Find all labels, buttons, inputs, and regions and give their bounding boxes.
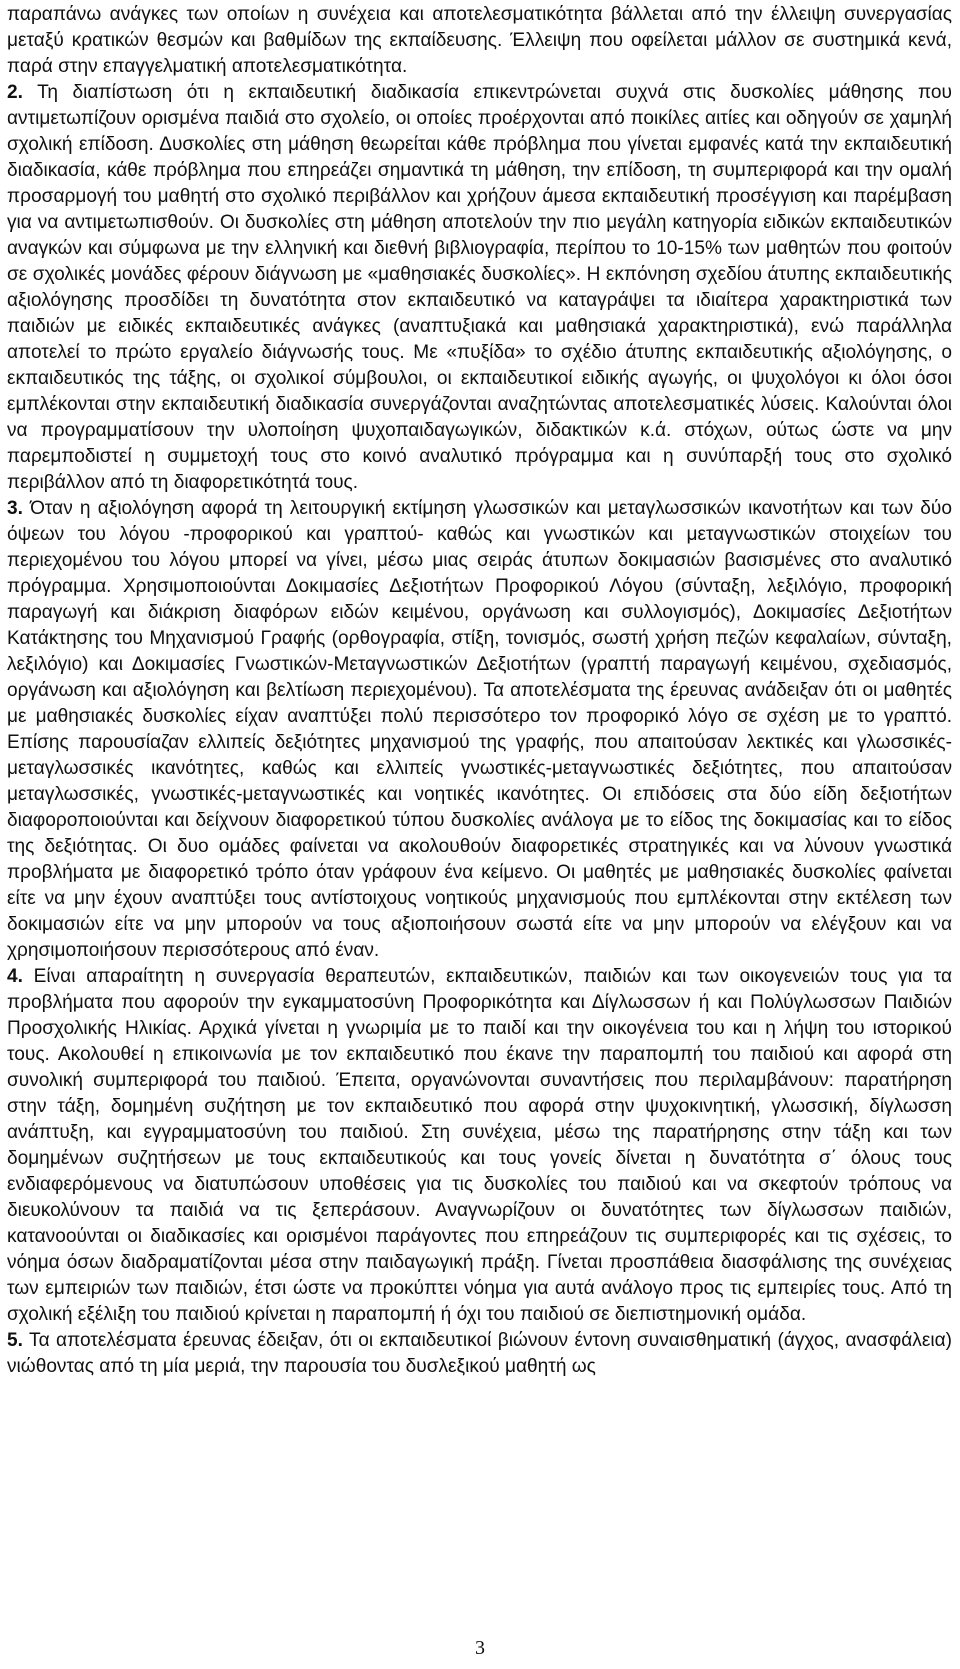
paragraph-number: 2. bbox=[7, 82, 23, 103]
paragraph-text: παραπάνω ανάγκες των οποίων η συνέχεια και αποτελεσματικότητα βάλλεται από την έλλειψη συνεργασίας μεταξύ κρατικών θεσμών και βαθμίδων της εκπαίδευσης. Έλλειψη που οφείλεται μάλλον σε συστημικά κενά, παρά στην επαγγελματική αποτελεσματικότητα. bbox=[7, 4, 952, 77]
paragraph-text: Είναι απαραίτητη η συνεργασία θεραπευτών, εκπαιδευτικών, παιδιών και των οικογενειών τους για τα προβλήματα που αφορούν την εγκαμματοσύνη Προφορικότητα και Δίγλωσσων ή και Πολύγλωσσων Παιδιών Προσχολικής Ηλικίας. Αρχικά γίνεται η γνωριμία με το παιδί και την οικογένεια του και η λήψη του ιστορικού τους. Ακολουθεί η επικοινωνία με τον εκπαιδευτικό που έκανε την παραπομπή του παιδιού και αφορά στη συνολική συμπεριφορά του παιδιού. Έπειτα, οργανώνονται συναντήσεις που περιλαμβάνουν: παρατήρηση στην τάξη, δομημένη συζήτηση με τον εκπαιδευτικό που αφορά στην ψυχοκινητική, γλωσσική, δίγλωσση ανάπτυξη, και εγγραμματοσύνη του παιδιού. Στη συνέχεια, μέσω της παρατήρησης στην τάξη και των δομημένων συζητήσεων με τους εκπαιδευτικούς και τους γονείς δίνεται η δυνατότητα σ΄ όλους τους ενδιαφερόμενους να διατυπώσουν υποθέσεις για τις δυσκολίες του παιδιού και να σκεφτούν τρόπους να διευκολύνουν τα παιδιά να τις ξεπεράσουν. Αναγνωρίζουν οι δυνατότητες των δίγλωσσων παιδιών, κατανοούνται οι διαδικασίες και ορισμένοι παράγοντες που επηρεάζουν τις συμπεριφορές και τις σχέσεις, το νόημα όσων διαδραματίζονται μέσα στην παιδαγωγική πράξη. Γίνεται προσπάθεια διασφάλισης της συνέχειας των εμπειριών των παιδιών, έτσι ώστε να προκύπτει νόημα για αυτά ανάλογο προς τις εμπειρίες τους. Από τη σχολική εξέλιξη του παιδιού κρίνεται η παραπομπή ή όχι του παιδιού σε διεπιστημονική ομάδα. bbox=[7, 966, 952, 1325]
document-body bbox=[7, 2, 952, 1380]
paragraph-continuation bbox=[7, 2, 952, 80]
paragraph-text: Τη διαπίστωση ότι η εκπαιδευτική διαδικασία επικεντρώνεται συχνά στις δυσκολίες μάθησης που αντιμετωπίζουν ορισμένα παιδιά στο σχολείο, οι οποίες προέρχονται από ποικίλες αιτίες και οδηγούν σε χαμηλή σχολική επίδοση. Δυσκολίες στη μάθηση θεωρείται κάθε πρόβλημα που γίνεται εμφανές κατά την εκπαιδευτική διαδικασία, κάθε πρόβλημα που επηρεάζει σημαντικά τη μάθηση, την επίδοση, τη συμπεριφορά και την ομαλή προσαρμογή του μαθητή στο σχολικό περιβάλλον και χρήζουν άμεσα εκπαιδευτική προσέγγιση και παρέμβαση για να αντιμετωπισθούν. Οι δυσκολίες στη μάθηση αποτελούν την πιο μεγάλη κατηγορία ειδικών εκπαιδευτικών αναγκών και σύμφωνα με την ελληνική και διεθνή βιβλιογραφία, περίπου το 10-15% των μαθητών που φοιτούν σε σχολικές μονάδες φέρουν διάγνωση με «μαθησιακές δυσκολίες». Η εκπόνηση σχεδίου άτυπης εκπαιδευτικής αξιολόγησης προσδίδει τη δυνατότητα στον εκπαιδευτικό να καταγράψει τα ιδιαίτερα χαρακτηριστικά των παιδιών με ειδικές εκπαιδευτικές ανάγκες (αναπτυξιακά και μαθησιακά χαρακτηριστικά), ενώ παράλληλα αποτελεί το πρώτο εργαλείο διάγνωσής τους. Με «πυξίδα» το σχέδιο άτυπης εκπαιδευτικής αξιολόγησης, ο εκπαιδευτικός της τάξης, οι σχολικοί σύμβουλοι, οι εκπαιδευτικοί ειδικής αγωγής, οι ψυχολόγοι κι όλοι όσοι εμπλέκονται στην εκπαιδευτική διαδικασία συνεργάζονται αναζητώντας αποτελεσματικές λύσεις. Καλούνται όλοι να προγραμματίσουν την υλοποίηση ψυχοπαιδαγωγικών, διδακτικών κ.ά. στόχων, ούτως ώστε να μην παρεμποδιστεί η συμμετοχή τους στο κοινό αναλυτικό πρόγραμμα και η συνύπαρξή τους στο σχολικό περιβάλλον από τη διαφορετικότητά τους. bbox=[7, 82, 952, 493]
paragraph-number: 3. bbox=[7, 498, 23, 519]
paragraph-5 bbox=[7, 1328, 952, 1380]
paragraph-2 bbox=[7, 80, 952, 496]
page-number: 3 bbox=[475, 1637, 485, 1659]
paragraph-number: 4. bbox=[7, 966, 23, 987]
paragraph-text: Τα αποτελέσματα έρευνας έδειξαν, ότι οι εκπαιδευτικοί βιώνουν έντονη συναισθηματική (άγχος, ανασφάλεια) νιώθοντας από τη μία μεριά, την παρουσία του δυσλεξικού μαθητή ως bbox=[7, 1330, 952, 1377]
paragraph-3 bbox=[7, 496, 952, 964]
paragraph-number: 5. bbox=[7, 1330, 23, 1351]
paragraph-4 bbox=[7, 964, 952, 1328]
paragraph-text: Όταν η αξιολόγηση αφορά τη λειτουργική εκτίμηση γλωσσικών και μεταγλωσσικών ικανοτήτων και των δύο όψεων του λόγου -προφορικού και γραπτού- καθώς και γνωστικών και μεταγνωστικών στοιχείων του περιεχομένου του λόγου μπορεί να γίνει, μέσω μιας σειράς άτυπων δοκιμασιών βασισμένες στο αναλυτικό πρόγραμμα. Χρησιμοποιούνται Δοκιμασίες Δεξιοτήτων Προφορικού Λόγου (σύνταξη, λεξιλόγιο, προφορική παραγωγή και διάκριση διαφόρων ειδών κειμένου, οργάνωση και συλλογισμός), Δοκιμασίες Δεξιοτήτων Κατάκτησης του Μηχανισμού Γραφής (ορθογραφία, στίξη, τονισμός, σωστή χρήση πεζών κεφαλαίων, σύνταξη, λεξιλόγιο) και Δοκιμασίες Γνωστικών-Μεταγνωστικών Δεξιοτήτων (γραπτή παραγωγή κειμένου, σχεδιασμός, οργάνωση και αξιολόγηση και βελτίωση περιεχομένου). Τα αποτελέσματα της έρευνας ανάδειξαν ότι οι μαθητές με μαθησιακές δυσκολίες είχαν αναπτύξει πολύ περισσότερο τον προφορικό λόγο σε σχέση με το γραπτό. Επίσης παρουσίαζαν ελλιπείς δεξιότητες μηχανισμού της γραφής, που απαιτούσαν λεκτικές και γλωσσικές-μεταγλωσσικές ικανότητες, καθώς και ελλιπείς γνωστικές-μεταγνωστικές δεξιότητες, που απαιτούσαν μεταγλωσσικές, γνωστικές-μεταγνωστικές και νοητικές ικανότητες. Οι επιδόσεις στα δύο είδη δεξιοτήτων διαφοροποιούνται και δείχνουν διαφορετικού τύπου δυσκολίες ανάλογα με το είδος της δοκιμασίας και το είδος της δεξιότητας. Οι δυο ομάδες φαίνεται να ακολουθούν διαφορετικές στρατηγικές και να λύνουν γνωστικά προβλήματα με διαφορετικό τρόπο όταν γράφουν ένα κείμενο. Οι μαθητές με μαθησιακές δυσκολίες φαίνεται είτε να μην έχουν αναπτύξει τους αντίστοιχους νοητικούς μηχανισμούς που εμπλέκονται στην εκτέλεση των δοκιμασιών είτε να μην μπορούν να τους αξιοποιήσουν σωστά είτε να μην μπορούν να ελέγξουν και να χρησιμοποιήσουν περισσότερους από έναν. bbox=[7, 498, 952, 961]
